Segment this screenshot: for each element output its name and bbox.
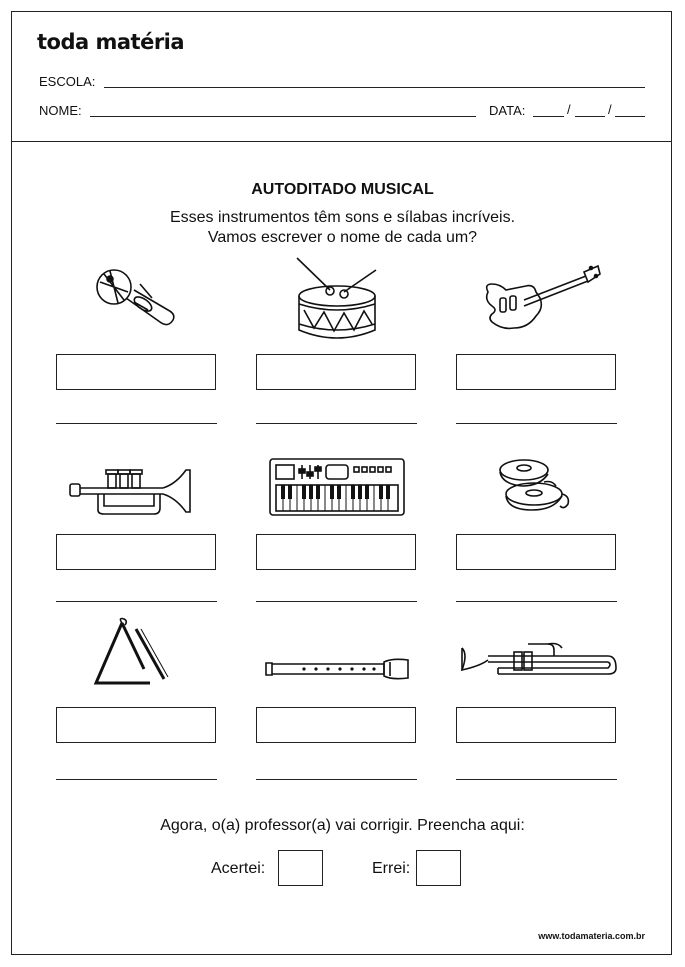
school-label: ESCOLA: — [39, 74, 96, 89]
drum-icon — [292, 254, 382, 342]
recorder-flute-icon — [262, 654, 412, 684]
school-field[interactable] — [104, 87, 645, 88]
date-label: DATA: — [489, 103, 526, 118]
correct-label: Acertei: — [211, 860, 266, 877]
writing-line[interactable] — [456, 423, 617, 424]
writing-line[interactable] — [256, 423, 417, 424]
answer-box[interactable] — [56, 354, 216, 390]
website-url: www.todamateria.com.br — [538, 931, 645, 941]
correct-count-box[interactable] — [278, 850, 323, 886]
date-separator: / — [608, 102, 612, 117]
electric-guitar-icon — [478, 262, 603, 337]
answer-box[interactable] — [456, 707, 616, 743]
date-year-field[interactable] — [615, 116, 645, 117]
writing-line[interactable] — [256, 601, 417, 602]
trumpet-icon — [68, 466, 193, 518]
writing-line[interactable] — [56, 423, 217, 424]
trombone-icon — [458, 640, 618, 684]
instructions-line-1: Esses instrumentos têm sons e sílabas incríveis. — [169, 209, 516, 226]
brand-logo: toda matéria — [37, 30, 185, 54]
cymbals-icon — [492, 456, 574, 521]
answer-box[interactable] — [256, 534, 416, 570]
name-field[interactable] — [90, 116, 476, 117]
date-month-field[interactable] — [575, 116, 605, 117]
date-day-field[interactable] — [533, 116, 564, 117]
date-separator: / — [567, 102, 571, 117]
writing-line[interactable] — [456, 601, 617, 602]
correction-instructions: Agora, o(a) professor(a) vai corrigir. Preencha aqui: — [160, 817, 525, 834]
keyboard-icon — [268, 457, 406, 517]
answer-box[interactable] — [456, 354, 616, 390]
answer-box[interactable] — [256, 707, 416, 743]
name-label: NOME: — [39, 103, 82, 118]
worksheet-title: AUTODITADO MUSICAL — [251, 181, 434, 198]
wrong-count-box[interactable] — [416, 850, 461, 886]
header-divider — [11, 141, 672, 142]
wrong-label: Errei: — [372, 860, 411, 877]
answer-box[interactable] — [56, 707, 216, 743]
writing-line[interactable] — [256, 779, 417, 780]
maracas-icon — [90, 262, 185, 337]
instructions-line-2: Vamos escrever o nome de cada um? — [207, 229, 478, 246]
answer-box[interactable] — [56, 534, 216, 570]
writing-line[interactable] — [56, 779, 217, 780]
answer-box[interactable] — [456, 534, 616, 570]
answer-box[interactable] — [256, 354, 416, 390]
writing-line[interactable] — [56, 601, 217, 602]
writing-line[interactable] — [456, 779, 617, 780]
triangle-icon — [92, 617, 170, 689]
